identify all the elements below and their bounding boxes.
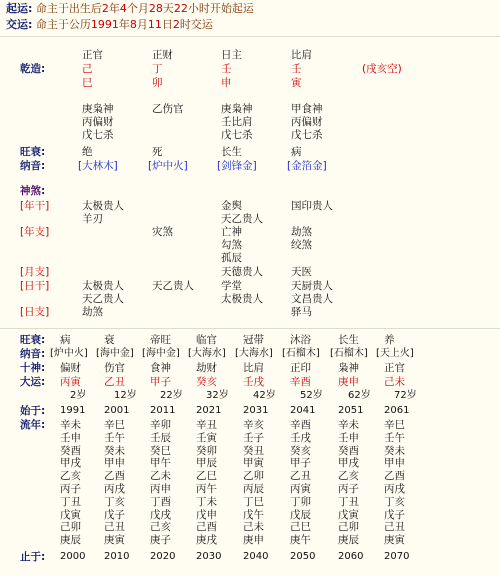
shensha-item: 太极贵人 <box>82 280 124 292</box>
liunian-item: 己未 <box>243 521 264 534</box>
liunian-item: 辛未 <box>338 419 359 431</box>
shensha-item: 天乙贵人 <box>82 293 124 305</box>
wangshuai-value: 病 <box>291 146 302 158</box>
liunian-item: 壬戌 <box>290 431 311 444</box>
liunian-item: 丙子 <box>60 483 81 495</box>
jiao-yun-day: 11 <box>147 18 162 31</box>
dayun-shishen: 枭神 <box>338 362 359 374</box>
liunian-item: 庚午 <box>290 534 311 547</box>
unit-text: 小时开始起运 <box>187 2 254 15</box>
shensha-item: 天医 <box>291 266 312 278</box>
dayun-ganzhi: 甲子 <box>150 376 171 388</box>
shensha-item: 太极贵人 <box>221 293 263 305</box>
shensha-item: 太极贵人 <box>82 200 124 212</box>
liunian-item: 庚寅 <box>384 534 405 547</box>
shensha-item: 绞煞 <box>291 239 312 251</box>
liunian-item: 戊寅 <box>338 508 359 521</box>
dayun-shishen: 正印 <box>290 362 311 374</box>
liunian-item: 壬寅 <box>196 431 217 444</box>
liunian-item: 甲子 <box>290 457 311 470</box>
liunian-item: 癸未 <box>104 444 125 457</box>
liunian-item: 乙亥 <box>60 470 81 483</box>
dayun-shishen: 伤官 <box>104 362 125 374</box>
twelve-ny-value: [海中金] <box>142 348 180 359</box>
unit-text: 时交运 <box>179 18 213 31</box>
wangshuai-label: 旺衰: <box>20 146 46 158</box>
dayun-age: 52岁 <box>300 390 323 401</box>
liunian-item: 甲申 <box>104 457 125 470</box>
pillar-shishen: 正财 <box>152 49 173 61</box>
start-year: 2011 <box>150 405 176 416</box>
liunian-item: 戊申 <box>196 508 217 521</box>
dayun-ganzhi: 癸亥 <box>196 376 217 388</box>
liunian-item: 丙申 <box>150 483 171 495</box>
start-yun-months: 4 <box>119 2 127 15</box>
start-year: 2031 <box>243 405 269 416</box>
dayun-age: 22岁 <box>160 390 183 401</box>
end-year: 2050 <box>290 551 316 562</box>
liunian-item: 甲辰 <box>196 457 217 470</box>
liunian-item: 戊寅 <box>60 508 81 521</box>
liunian-item: 丁卯 <box>290 495 311 508</box>
jiao-yun-label: 交运: <box>6 18 33 31</box>
end-year: 2030 <box>196 551 222 562</box>
liunian-item: 乙酉 <box>104 470 125 483</box>
liunian-item: 戊戌 <box>150 508 171 521</box>
twelve-ws-value: 临官 <box>196 334 217 346</box>
liunian-item: 戊子 <box>384 508 405 521</box>
hidden-stem: 庚枭神 <box>221 103 253 115</box>
liunian-item: 甲午 <box>150 457 171 470</box>
dayun-age: 62岁 <box>348 390 371 401</box>
liunian-item: 辛卯 <box>150 419 171 431</box>
end-year: 2040 <box>243 551 269 562</box>
dayun-shishen: 偏财 <box>60 362 81 374</box>
hidden-stem: 戊七杀 <box>82 129 114 141</box>
start-year: 2051 <box>338 405 364 416</box>
unit-text: 个月 <box>126 2 149 15</box>
shensha-item: 天乙贵人 <box>152 280 194 292</box>
twelve-ws-value: 沐浴 <box>290 334 311 346</box>
twelve-ws-value: 冠带 <box>243 334 264 346</box>
liunian-item: 庚辰 <box>338 534 359 547</box>
dayun-shishen: 食神 <box>150 362 171 374</box>
pillar-shishen: 日主 <box>221 49 242 61</box>
twelve-ws-value: 帝旺 <box>150 334 171 346</box>
liunian-item: 癸酉 <box>338 444 359 457</box>
shensha-row-label: [月支] <box>20 266 50 278</box>
liunian-item: 庚寅 <box>104 534 125 547</box>
dayun-shishen: 比肩 <box>243 362 264 374</box>
liunian-item: 丙辰 <box>243 483 264 495</box>
hidden-stem: 戊七杀 <box>221 129 253 141</box>
liunian-item: 庚戌 <box>196 534 217 547</box>
jiao-yun-hour: 2 <box>172 18 180 31</box>
shensha-item: 国印贵人 <box>291 200 333 212</box>
shensha-item: 天乙贵人 <box>221 213 263 225</box>
unit-text: 年 <box>108 2 120 15</box>
dayun-shishen-label: 十神: <box>20 362 46 374</box>
shensha-item: 驿马 <box>291 306 312 318</box>
twelve-ny-value: [海中金] <box>96 348 134 359</box>
dayun-ganzhi: 庚申 <box>338 376 359 388</box>
start-yun-hours: 22 <box>173 2 188 15</box>
dayun-age: 72岁 <box>394 390 417 401</box>
start-yun-label: 起运: <box>6 2 33 15</box>
dayun-ganzhi: 辛酉 <box>290 376 311 388</box>
dayun-age: 32岁 <box>206 390 229 401</box>
end-year: 2020 <box>150 551 176 562</box>
liunian-item: 辛巳 <box>104 419 125 431</box>
dayun-shishen: 正官 <box>384 362 405 374</box>
jiao-yun-pre: 命主于公历 <box>35 18 91 31</box>
end-year: 2060 <box>338 551 364 562</box>
shensha-item: 学堂 <box>221 280 242 292</box>
jiao-yun-line <box>6 19 213 32</box>
liunian-item: 甲戌 <box>60 457 81 470</box>
twelve-ws-value: 长生 <box>338 334 359 346</box>
liunian-item: 壬辰 <box>150 431 171 444</box>
liunian-item: 乙巳 <box>196 470 217 483</box>
nayin-value: [剑锋金] <box>217 160 257 172</box>
liunian-item: 癸卯 <box>196 444 217 457</box>
start-yun-days: 28 <box>148 2 163 15</box>
pillar-branch: 寅 <box>291 77 302 89</box>
liunian-item: 癸丑 <box>243 444 264 457</box>
liunian-item: 甲戌 <box>338 457 359 470</box>
nayin-value: [大林木] <box>78 160 118 172</box>
pillar-shishen: 正官 <box>82 49 103 61</box>
liunian-item: 壬午 <box>104 431 125 444</box>
twelve-ws-label: 旺衰: <box>20 334 46 346</box>
shensha-row-label: [年干] <box>20 200 50 212</box>
liunian-item: 己亥 <box>150 521 171 534</box>
liunian-item: 丁巳 <box>243 495 264 508</box>
liunian-item: 戊辰 <box>290 508 311 521</box>
liunian-item: 乙未 <box>150 470 171 483</box>
liunian-item: 己卯 <box>60 521 81 534</box>
liunian-item: 癸酉 <box>60 444 81 457</box>
liunian-item: 丙戌 <box>384 483 405 495</box>
liunian-item: 丁亥 <box>384 495 405 508</box>
dayun-ganzhi: 乙丑 <box>104 376 125 388</box>
liunian-item: 辛巳 <box>384 419 405 431</box>
unit-text: 年 <box>118 18 130 31</box>
start-yun-line <box>6 3 254 16</box>
shensha-item: 勾煞 <box>221 239 242 251</box>
liunian-item: 丙寅 <box>290 483 311 495</box>
pillar-shishen: 比肩 <box>291 49 312 61</box>
shensha-item: 灾煞 <box>152 226 173 238</box>
liunian-item: 丙午 <box>196 483 217 495</box>
divider <box>0 36 500 37</box>
start-year-label: 始于: <box>20 405 46 417</box>
nayin-label: 纳音: <box>20 160 46 172</box>
nayin-value: [炉中火] <box>148 160 188 172</box>
liunian-item: 壬子 <box>243 431 264 444</box>
nayin-value: [金箔金] <box>287 160 327 172</box>
end-year: 2070 <box>384 551 410 562</box>
liunian-item: 己丑 <box>384 521 405 534</box>
end-year: 2000 <box>60 551 86 562</box>
twelve-ws-value: 养 <box>384 334 395 346</box>
liunian-item: 丁亥 <box>104 495 125 508</box>
liunian-item: 己卯 <box>338 521 359 534</box>
liunian-item: 辛未 <box>60 419 81 431</box>
unit-text: 月 <box>136 18 148 31</box>
pillar-branch: 卯 <box>152 77 163 89</box>
pillar-label: 乾造: <box>20 63 46 75</box>
liunian-item: 戊午 <box>243 508 264 521</box>
twelve-ny-value: [大海水] <box>188 348 226 359</box>
liunian-item: 辛酉 <box>290 419 311 431</box>
liunian-item: 庚申 <box>243 534 264 547</box>
twelve-ny-value: [天上火] <box>376 348 414 359</box>
twelve-ny-value: [石榴木] <box>282 348 320 359</box>
shensha-item: 亡神 <box>221 226 242 238</box>
hidden-stem: 壬比肩 <box>221 116 253 128</box>
twelve-ny-label: 纳音: <box>20 348 46 360</box>
dayun-age: 12岁 <box>114 390 137 401</box>
liunian-item: 丁丑 <box>338 495 359 508</box>
shensha-item: 孤辰 <box>221 252 242 264</box>
liunian-item: 丙戌 <box>104 483 125 495</box>
liunian-item: 癸未 <box>384 444 405 457</box>
liunian-item: 庚子 <box>150 534 171 547</box>
dayun-shishen: 劫财 <box>196 362 217 374</box>
liunian-item: 甲寅 <box>243 457 264 470</box>
hidden-stem: 甲食神 <box>291 103 323 115</box>
shensha-row-label: [日支] <box>20 306 50 318</box>
liunian-item: 癸巳 <box>150 444 171 457</box>
liunian-item: 甲申 <box>384 457 405 470</box>
liunian-item: 癸亥 <box>290 444 311 457</box>
unit-text: 天 <box>162 2 174 15</box>
shensha-item: 天德贵人 <box>221 266 263 278</box>
liunian-item: 乙卯 <box>243 470 264 483</box>
pillar-branch: 巳 <box>82 77 93 89</box>
dayun-ganzhi: 丙寅 <box>60 376 81 388</box>
pillar-stem: 丁 <box>152 63 163 75</box>
divider <box>0 328 500 329</box>
liunian-item: 丁未 <box>196 495 217 508</box>
pillar-stem: 己 <box>82 63 93 75</box>
hidden-stem: 乙伤官 <box>152 103 184 115</box>
liunian-item: 乙酉 <box>384 470 405 483</box>
start-yun-pre: 命主于出生后 <box>35 2 102 15</box>
start-year: 2041 <box>290 405 316 416</box>
start-year: 1991 <box>60 405 86 416</box>
hidden-stem: 庚枭神 <box>82 103 114 115</box>
jiao-yun-month: 8 <box>129 18 137 31</box>
start-year: 2001 <box>104 405 130 416</box>
dayun-age: 42岁 <box>253 390 276 401</box>
pillar-branch: 申 <box>221 77 232 89</box>
twelve-ny-value: [大海水] <box>235 348 273 359</box>
dayun-ganzhi: 壬戌 <box>243 376 264 388</box>
pillar-stem: 壬 <box>221 63 232 75</box>
unit-text: 日 <box>161 18 173 31</box>
dayun-label: 大运: <box>20 376 46 388</box>
end-year: 2010 <box>104 551 130 562</box>
shensha-item: 羊刃 <box>82 213 103 225</box>
twelve-ny-value: [石榴木] <box>330 348 368 359</box>
start-year: 2061 <box>384 405 410 416</box>
liunian-item: 己巳 <box>290 521 311 534</box>
liunian-item: 己酉 <box>196 521 217 534</box>
liunian-item: 乙丑 <box>290 470 311 483</box>
end-year-label: 止于: <box>20 551 46 563</box>
shensha-item: 天厨贵人 <box>291 280 333 292</box>
liunian-item: 庚辰 <box>60 534 81 547</box>
kongwang-text: (戌亥空) <box>362 63 402 75</box>
liunian-item: 壬申 <box>60 431 81 444</box>
shensha-row-label: [年支] <box>20 226 50 238</box>
hidden-stem: 戊七杀 <box>291 129 323 141</box>
shensha-item: 金舆 <box>221 200 242 212</box>
liunian-item: 丁丑 <box>60 495 81 508</box>
liunian-item: 辛亥 <box>243 419 264 431</box>
liunian-item: 丁酉 <box>150 495 171 508</box>
liunian-item: 壬申 <box>338 431 359 444</box>
liunian-item: 乙亥 <box>338 470 359 483</box>
pillar-stem: 壬 <box>291 63 302 75</box>
start-yun-years: 2 <box>101 2 109 15</box>
wangshuai-value: 死 <box>152 146 163 158</box>
shensha-item: 劫煞 <box>291 226 312 238</box>
twelve-ws-value: 病 <box>60 334 71 346</box>
twelve-ws-value: 衰 <box>104 334 115 346</box>
wangshuai-value: 绝 <box>82 146 93 158</box>
liunian-item: 壬午 <box>384 431 405 444</box>
hidden-stem: 丙偏财 <box>82 116 114 128</box>
shensha-row-label: [日干] <box>20 280 50 292</box>
jiao-yun-year: 1991 <box>90 18 119 31</box>
shensha-title: 神煞: <box>20 185 46 197</box>
wangshuai-value: 长生 <box>221 146 242 158</box>
shensha-item: 劫煞 <box>82 306 103 318</box>
dayun-ganzhi: 己未 <box>384 376 405 388</box>
liunian-label: 流年: <box>20 419 46 431</box>
liunian-item: 辛丑 <box>196 419 217 431</box>
dayun-age: 2岁 <box>70 390 87 401</box>
start-year: 2021 <box>196 405 222 416</box>
twelve-ny-value: [炉中火] <box>50 348 88 359</box>
hidden-stem: 丙偏财 <box>291 116 323 128</box>
shensha-item: 文昌贵人 <box>291 293 333 305</box>
liunian-item: 丙子 <box>338 483 359 495</box>
liunian-item: 戊子 <box>104 508 125 521</box>
liunian-item: 己丑 <box>104 521 125 534</box>
